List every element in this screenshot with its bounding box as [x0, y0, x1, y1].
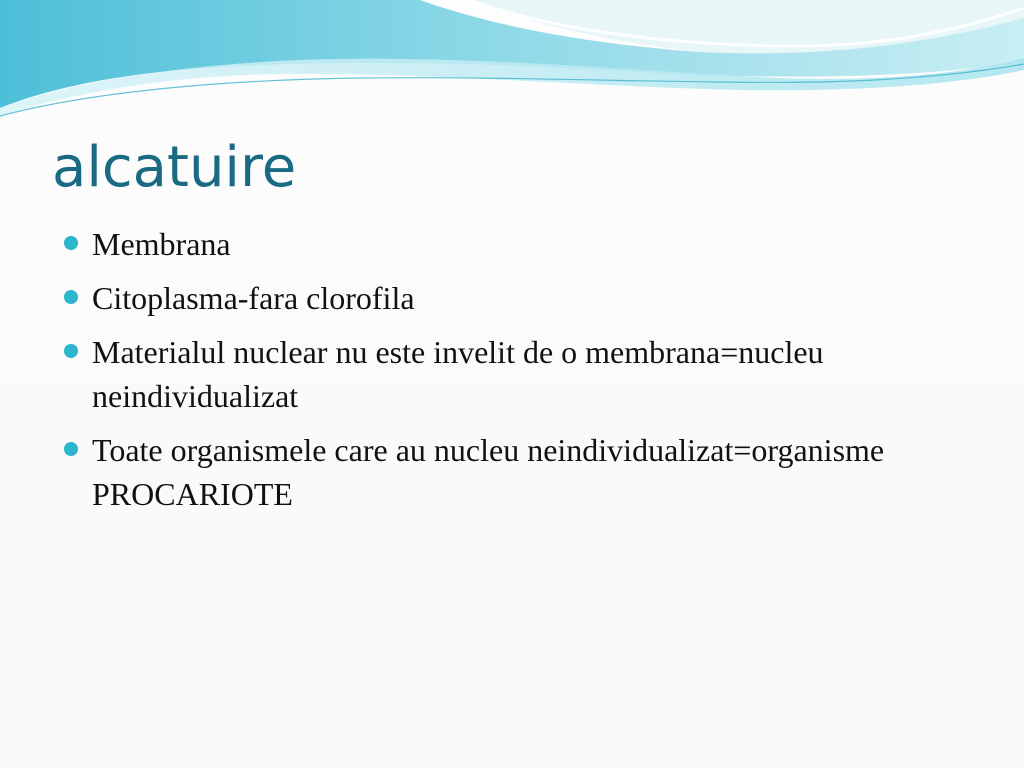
bullet-dot-icon: [64, 344, 78, 358]
slide-title: alcatuire: [52, 135, 297, 200]
header-wave-decoration: [0, 0, 1024, 130]
bullet-dot-icon: [64, 236, 78, 250]
bullet-text: Citoplasma-fara clorofila: [92, 280, 415, 316]
bullet-text: Materialul nuclear nu este invelit de o membrana=nucleu neindividualizat: [92, 334, 824, 414]
bullet-text: Membrana: [92, 226, 231, 262]
list-item: [62, 428, 1002, 516]
bullet-dot-icon: [64, 290, 78, 304]
list-item: [62, 276, 1002, 320]
bullet-text: Toate organismele care au nucleu neindividualizat=organisme PROCARIOTE: [92, 432, 885, 512]
list-item: [62, 222, 1002, 266]
bullet-dot-icon: [64, 442, 78, 456]
bullet-list: [62, 222, 1002, 526]
list-item: [62, 330, 1002, 418]
